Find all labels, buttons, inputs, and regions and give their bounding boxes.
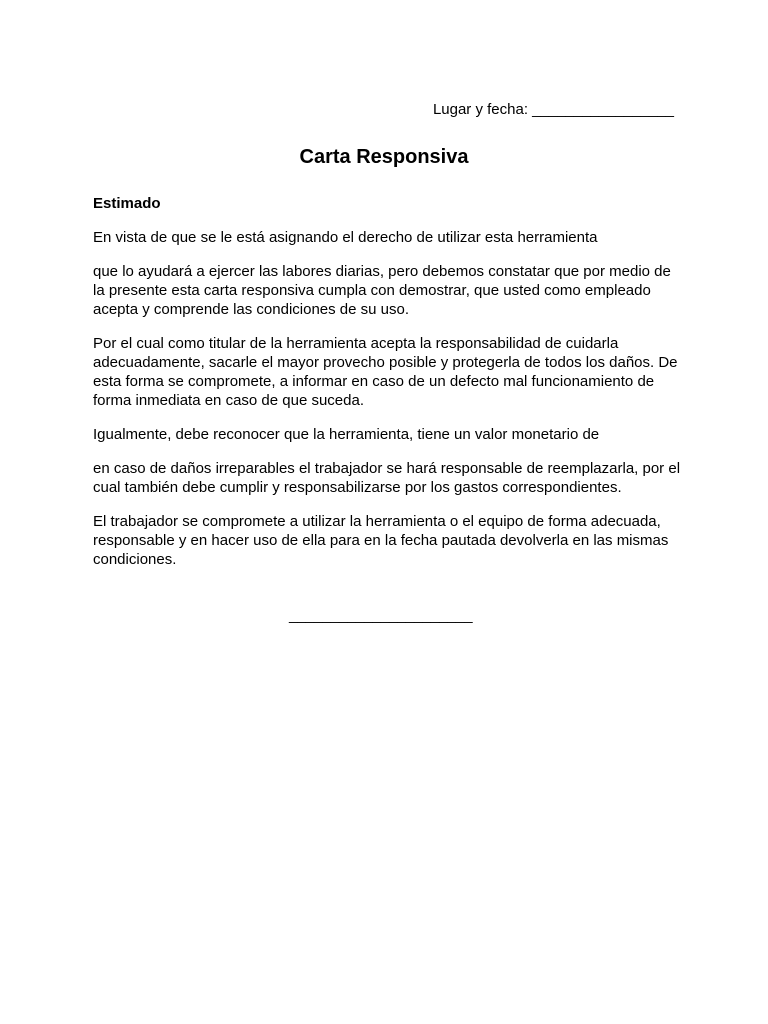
paragraph-6: El trabajador se compromete a utilizar la herramienta o el equipo de forma adecuada, responsable y en hacer uso de ella para en la fecha pautada devolverla en las mismas condiciones. — [93, 513, 669, 568]
paragraph-1: En vista de que se le está asignando el derecho de utilizar esta herramienta — [93, 229, 598, 246]
document-title: Carta Responsiva — [299, 146, 469, 168]
place-date-line: Lugar y fecha: _________________ — [432, 101, 674, 118]
paragraph-2: que lo ayudará a ejercer las labores diarias, pero debemos constatar que por medio de la presente esta carta responsiva cumpla con demostrar, que usted como empleado acepta y comprende las condiciones de su uso. — [93, 263, 671, 318]
signature-line: ______________________ — [289, 607, 473, 624]
paragraph-3: Por el cual como titular de la herramienta acepta la responsabilidad de cuidarla adecuadamente, sacarle el mayor provecho posible y protegerla de todos los daños. De esta forma se compromete, a informar en caso de un defecto mal funcionamiento de forma inmediata en caso de que suceda. — [93, 335, 678, 409]
paragraph-4: Igualmente, debe reconocer que la herramienta, tiene un valor monetario de — [93, 426, 600, 443]
greeting: Estimado — [93, 195, 161, 212]
paragraph-5: en caso de daños irreparables el trabajador se hará responsable de reemplazarla, por el cual también debe cumplir y responsabilizarse por los gastos correspondientes. — [93, 460, 681, 496]
letter-body — [93, 194, 683, 584]
